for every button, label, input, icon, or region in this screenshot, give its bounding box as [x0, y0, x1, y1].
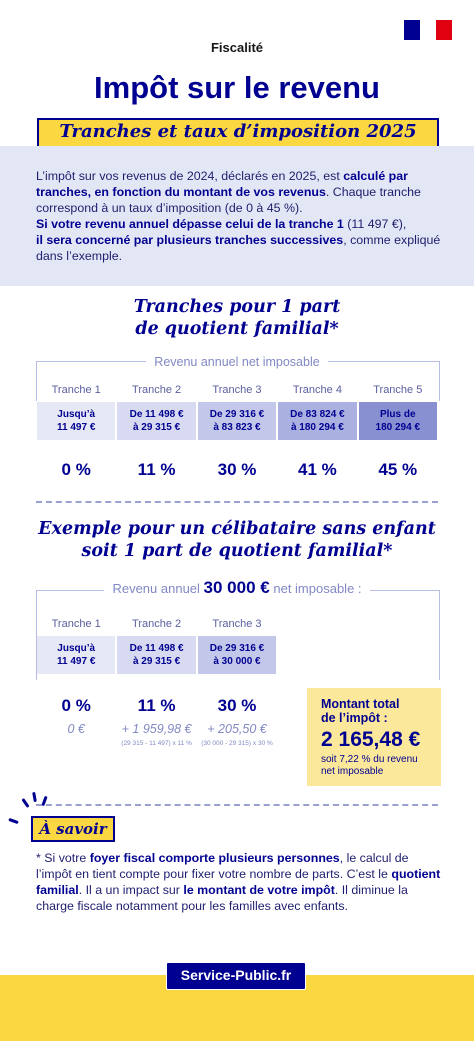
sparkle-icon — [21, 798, 29, 808]
intro-text: L’impôt sur vos revenus de 2024, déclarés en 2025, est calculé par tranches, en fonction du montant de vos revenus. Chaque tranche correspond à un taux d’imposition (de 0 à 45 %). Si votre revenu annuel dépasse celui de la tranche 1 (11 497 €), il sera concerné par plusieurs tranches successives, comme expliqué dans l’exemple. — [36, 169, 441, 263]
tranche-range-cell — [198, 636, 276, 674]
tranche-column-4 — [278, 384, 356, 480]
tranche-column-1 — [37, 384, 115, 480]
tranche-header: Tranche 1 — [51, 618, 101, 630]
tranche-range-to: 11 497 € — [57, 422, 96, 433]
tranche-header: Tranche 3 — [212, 618, 262, 630]
tranche-range-to: à 29 315 € — [132, 656, 181, 667]
tranche-rate: 0 % — [61, 696, 91, 715]
tranche-range-cell — [359, 402, 437, 440]
tranche-range-cell — [37, 636, 115, 674]
tranche-range-to: 11 497 € — [57, 656, 96, 667]
tranche-header: Tranche 4 — [292, 384, 342, 396]
section2-title: Exemple pour un célibataire sans enfant soit 1 part de quotient familial* — [38, 519, 436, 561]
tranche-rate: 0 % — [61, 460, 91, 479]
tranche-range-cell — [198, 402, 276, 440]
tranche-range-to: à 30 000 € — [213, 656, 261, 667]
french-flag-logo — [404, 20, 452, 40]
total-tax-value: 2 165,48 € — [321, 728, 421, 751]
tranche-column-3 — [198, 618, 276, 747]
tranche-range-to: à 29 315 € — [132, 422, 181, 433]
tranche-range-from: De 29 316 € — [209, 643, 265, 654]
tranche-header: Tranche 3 — [212, 384, 262, 396]
page-subtitle: Tranches et taux d’imposition 2025 — [59, 121, 417, 142]
tranche-calculation: (29 315 - 11 497) x 11 % — [121, 740, 192, 747]
tranche-column-5 — [359, 384, 437, 480]
category-label: Fiscalité — [210, 40, 264, 55]
tranche-rate: 45 % — [378, 460, 418, 479]
tranche-column-2 — [117, 618, 195, 747]
tranche-rate: 30 % — [217, 460, 257, 479]
tranche-range-cell — [117, 402, 195, 440]
total-tax-box: Montant total de l’impôt : 2 165,48 € soit 7,22 % du revenu net imposable — [307, 688, 441, 786]
section2-frame-label: Revenu annuel 30 000 € net imposable : — [104, 581, 369, 596]
tranche-rate: 11 % — [137, 696, 176, 715]
tranche-range-cell — [278, 402, 356, 440]
divider — [36, 501, 438, 503]
sparkle-icon — [8, 818, 18, 824]
tranche-range-from: Plus de — [379, 409, 416, 420]
tranche-header: Tranche 2 — [132, 384, 182, 396]
tranche-range-cell — [117, 636, 195, 674]
tranche-header: Tranche 1 — [51, 384, 101, 396]
tranche-rate: 30 % — [217, 696, 257, 715]
tranche-rate: 11 % — [137, 460, 176, 479]
tranche-header: Tranche 2 — [132, 618, 182, 630]
tranche-range-to: à 180 294 € — [290, 422, 344, 433]
tranche-range-from: De 11 498 € — [129, 643, 184, 654]
tranche-tax-amount: + 1 959,98 € — [121, 722, 192, 736]
tranche-header: Tranche 5 — [373, 384, 423, 396]
tranche-range-from: De 29 316 € — [209, 409, 265, 420]
tranche-column-2 — [117, 384, 195, 480]
tranche-column-3 — [198, 384, 276, 480]
tranche-tax-amount: 0 € — [67, 722, 85, 736]
section1-title: Tranches pour 1 part de quotient familial* — [133, 297, 341, 339]
a-savoir-badge: À savoir — [31, 816, 115, 842]
divider — [36, 804, 438, 806]
tranche-calculation: (30 000 - 29 315) x 30 % — [201, 740, 273, 747]
tranche-range-from: De 83 824 € — [290, 409, 345, 420]
section1-frame-label: Revenu annuel net imposable — [146, 355, 327, 369]
page-title: Impôt sur le revenu — [94, 70, 380, 105]
tranche-tax-amount: + 205,50 € — [207, 722, 267, 736]
income-amount: 30 000 € — [203, 578, 270, 597]
tranche-rate: 41 % — [298, 460, 337, 479]
tranche-column-1 — [37, 618, 115, 736]
tranche-range-from: Jusqu’à — [57, 643, 96, 654]
sparkle-icon — [32, 792, 37, 802]
tranche-range-to: à 83 823 € — [213, 422, 261, 433]
service-public-logo[interactable]: Service-Public.fr — [166, 962, 306, 990]
note-text: * Si votre foyer fiscal comporte plusieurs personnes, le calcul de l’impôt en tient compte pour fixer votre nombre de parts. C’est le quotient familial. Il a un impact sur le montant de votre impôt. Il diminue la charge fiscale notamment pour les familles avec enfants. — [36, 851, 441, 913]
tranche-range-from: De 11 498 € — [129, 409, 184, 420]
tranche-range-from: Jusqu’à — [57, 409, 96, 420]
tranche-range-cell — [37, 402, 115, 440]
tranche-range-to: 180 294 € — [375, 422, 421, 433]
